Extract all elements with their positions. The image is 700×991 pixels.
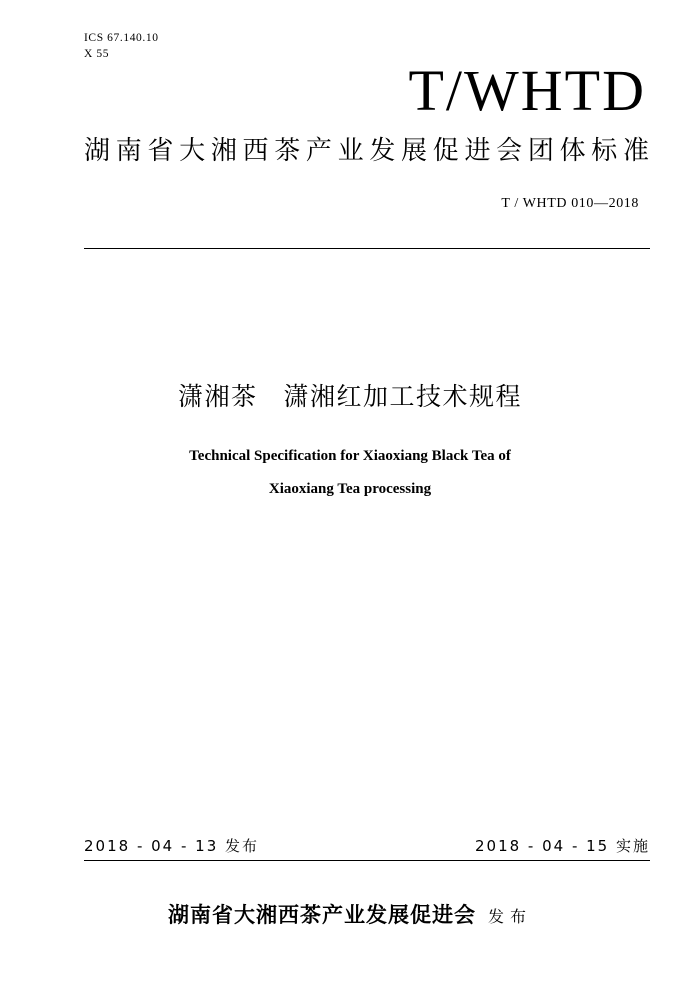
title-en-line2: Xiaoxiang Tea processing [268, 481, 432, 497]
ics-code: ICS 67.140.10 [84, 32, 159, 44]
top-divider [84, 248, 650, 249]
document-title-english [0, 440, 700, 506]
title-cn-part1: 潇湘茶 [177, 382, 258, 411]
category-code: X 55 [84, 48, 110, 60]
standard-prefix: T/WHTD [408, 58, 646, 123]
standard-number: T / WHTD 010—2018 [501, 196, 639, 211]
organization-title: 湖南省大湘西茶产业发展促进会团体标准 [84, 136, 652, 166]
bottom-divider [84, 860, 650, 861]
implementation-date: 2018 - 04 - 15 实施 [474, 837, 650, 855]
document-title-chinese [0, 380, 700, 414]
title-en-line1: Technical Specification for Xiaoxiang Black Tea of [189, 448, 511, 464]
classification-block [84, 30, 159, 62]
release-date: 2018 - 04 - 13 发布 [84, 837, 260, 855]
publish-action: 发布 [487, 907, 532, 926]
title-cn-part2: 潇湘红加工技术规程 [283, 382, 523, 411]
publisher-line [0, 900, 700, 932]
publisher-name: 湖南省大湘西茶产业发展促进会 [167, 902, 476, 927]
